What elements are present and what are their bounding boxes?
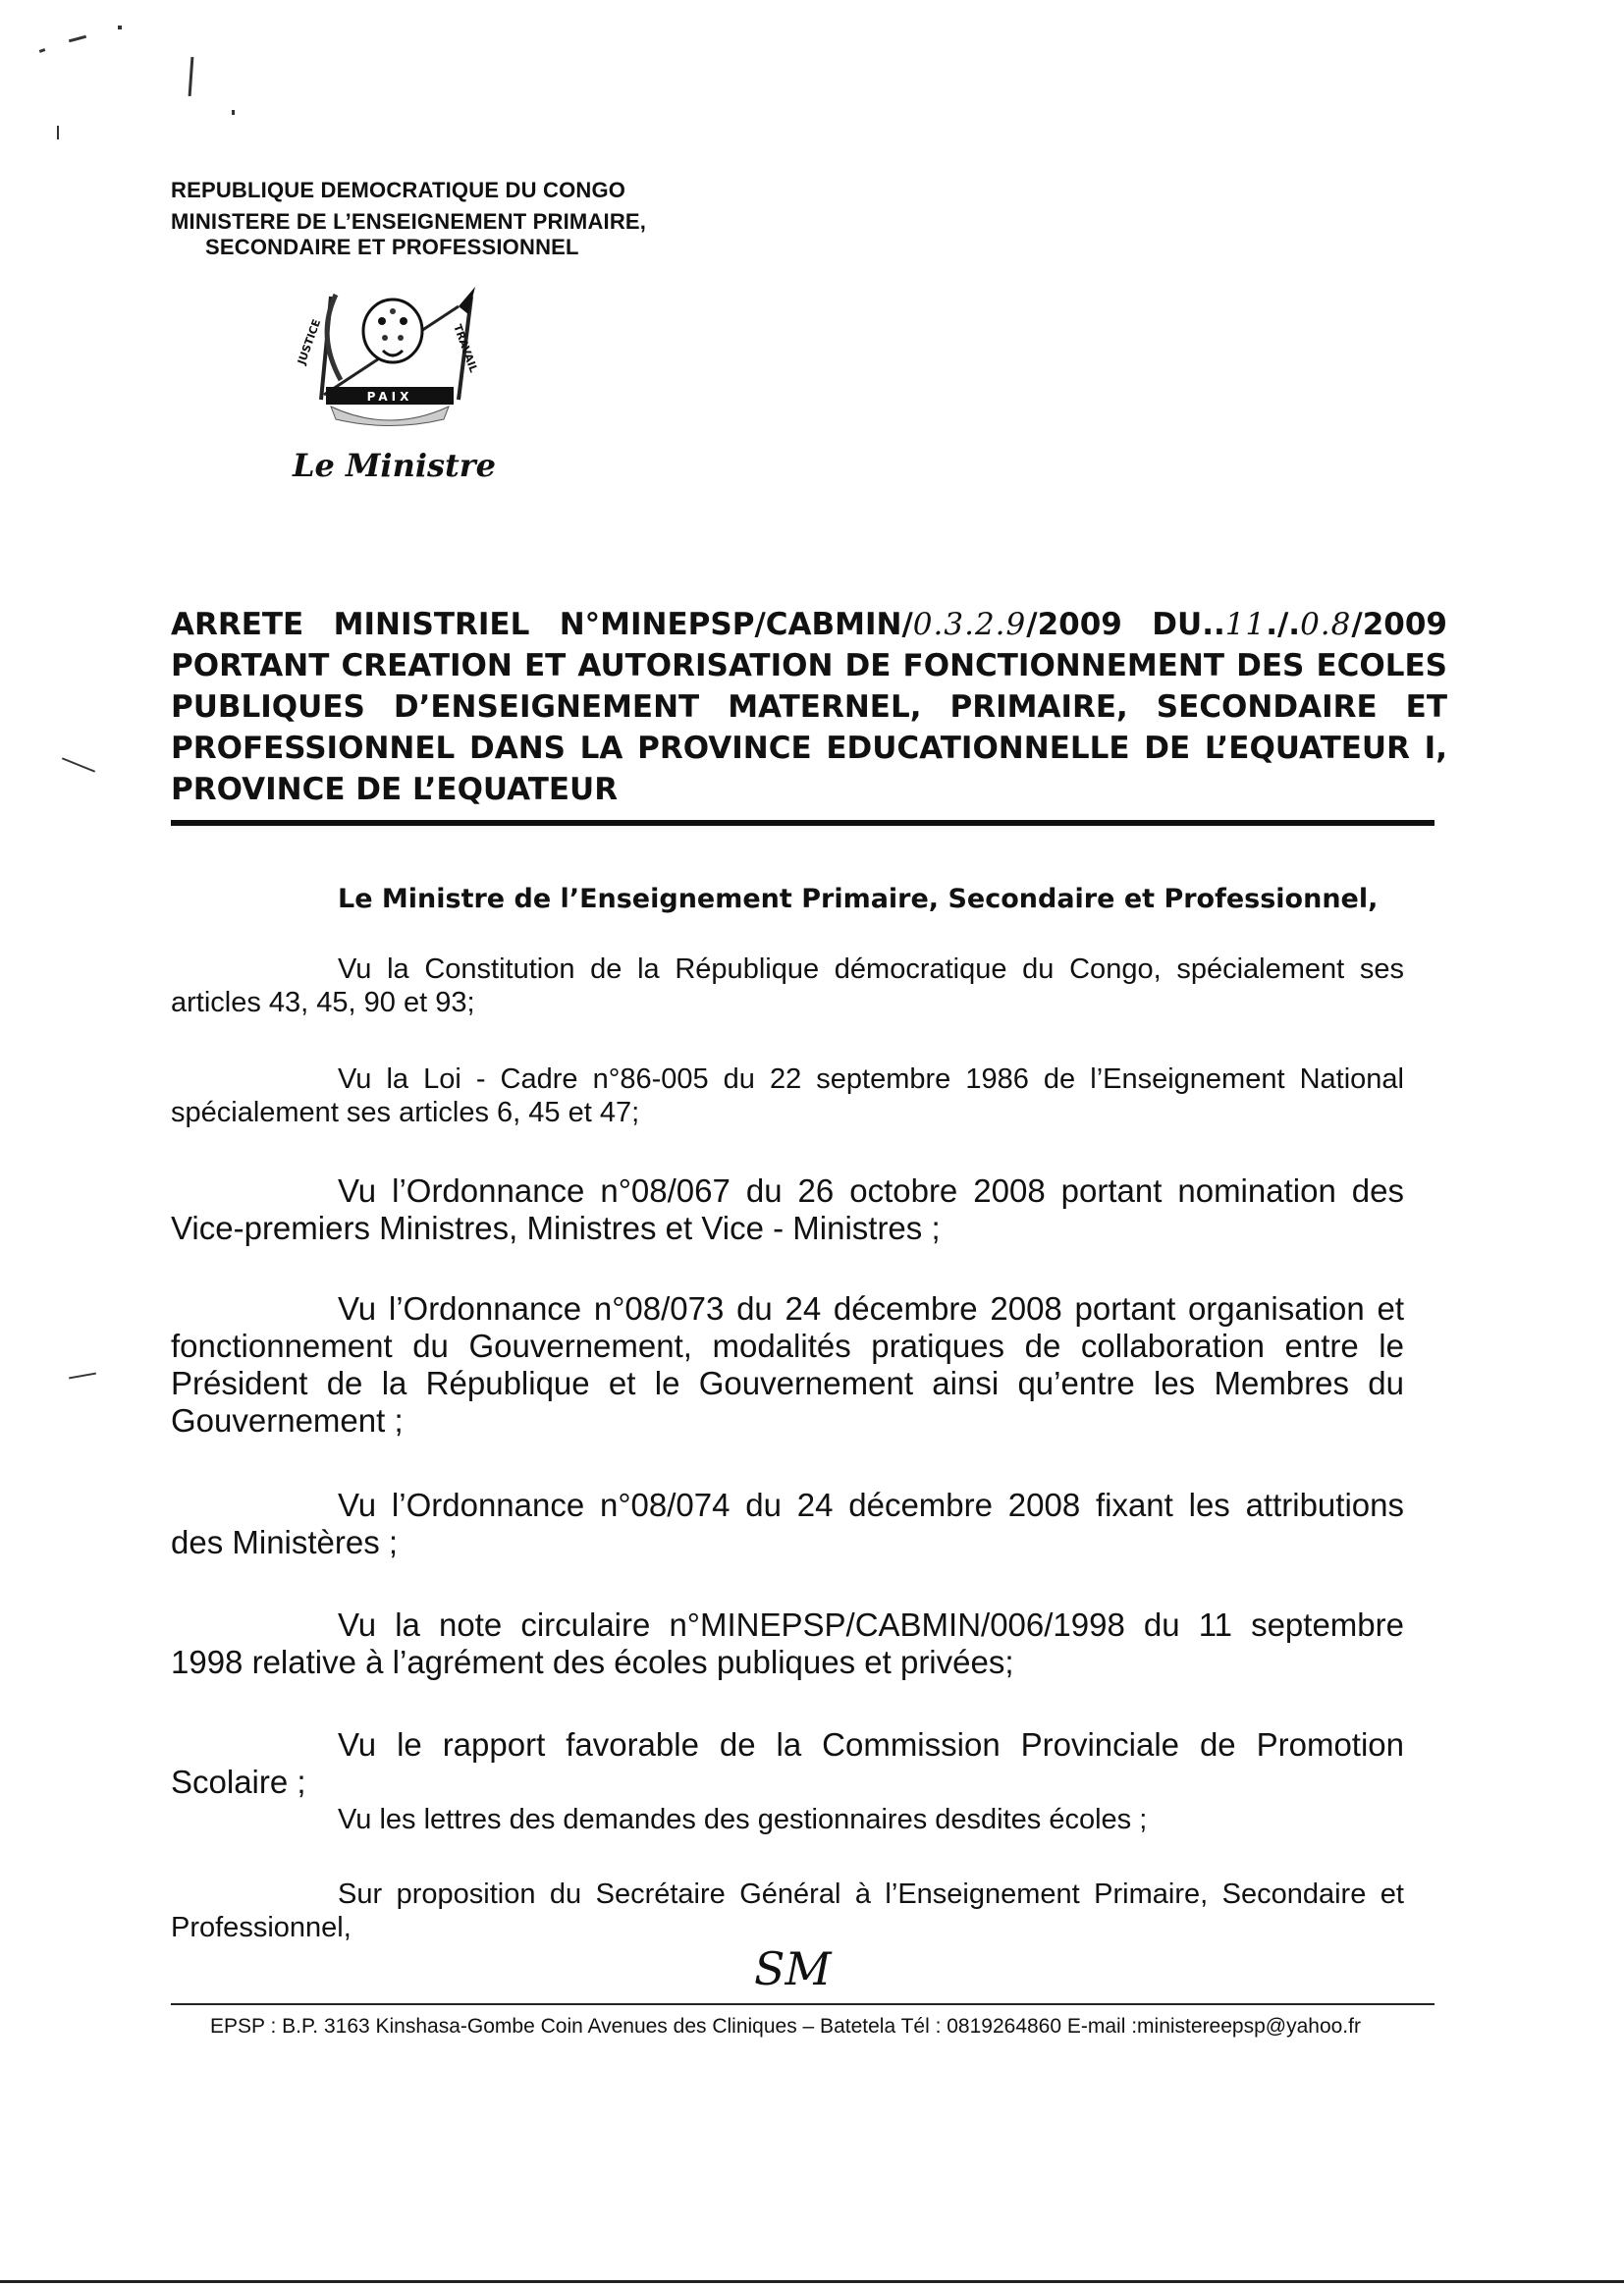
header-ministry-cont: SECONDAIRE ET PROFESSIONNEL — [205, 235, 579, 259]
decree-title — [171, 604, 1447, 810]
paragraph: Vu le rapport favorable de la Commission Provinciale de Promotion Scolaire ; — [171, 1726, 1404, 1800]
paragraph: Vu la Loi - Cadre n°86-005 du 22 septembre 1986 de l’Enseignement National spécialement ses articles 6, 45 et 47; — [171, 1063, 1404, 1128]
paragraph: Vu la note circulaire n°MINEPSP/CABMIN/006/1998 du 11 septembre 1998 relative à l’agrément des écoles publiques et privées; — [171, 1606, 1404, 1680]
scan-mark — [57, 126, 59, 139]
header-country: REPUBLIQUE DEMOCRATIQUE DU CONGO — [171, 178, 626, 202]
motto-right: TRAVAIL — [451, 322, 480, 375]
scan-mark — [69, 1373, 96, 1380]
title-divider — [171, 820, 1435, 826]
title-line-5: PROVINCE DE L’EQUATEUR — [171, 772, 619, 807]
scan-mark — [118, 26, 122, 29]
footer-contact: EPSP : B.P. 3163 Kinshasa-Gombe Coin Avenues des Cliniques – Batetela Tél : 0819264860 E-mail :ministereepsp@yahoo.fr — [210, 2015, 1361, 2038]
footer-divider — [171, 2003, 1435, 2005]
paragraph: Vu la Constitution de la République démocratique du Congo, spécialement ses articles 43, 45, 90 et 93; — [171, 953, 1404, 1018]
decree-month-handwritten: 0.8 — [1300, 607, 1352, 642]
title-line-1: ARRETE MINISTRIEL N°MINEPSP/CABMIN/0.3.2.9/2009 DU..11./.0.8/2009 — [171, 607, 1447, 642]
motto-bottom: PAIX — [366, 390, 413, 404]
title-line-4: PROFESSIONNEL DANS LA PROVINCE EDUCATIONNELLE DE L’EQUATEUR I, — [171, 731, 1447, 766]
initials-handwritten: SM — [754, 1942, 832, 1995]
scan-mark — [189, 57, 194, 96]
paragraph: Sur proposition du Secrétaire Général à l’Enseignement Primaire, Secondaire et Professionnel, — [171, 1879, 1404, 1943]
motto-left: JUSTICE — [295, 317, 324, 367]
paragraph: Vu l’Ordonnance n°08/067 du 26 octobre 2008 portant nomination des Vice-premiers Ministres, Ministres et Vice - Ministres ; — [171, 1172, 1404, 1246]
paragraph: Vu les lettres des demandes des gestionnaires desdites écoles ; — [338, 1804, 1148, 1835]
scan-mark — [39, 48, 46, 53]
title-line-3: PUBLIQUES D’ENSEIGNEMENT MATERNEL, PRIMAIRE, SECONDAIRE ET — [171, 689, 1447, 725]
paragraph: Vu l’Ordonnance n°08/073 du 24 décembre 2008 portant organisation et fonctionnement du Gouvernement, modalités pratiques de collaboration entre le Président de la République et le Gouvernement ainsi qu’entre les Membres du Gouvernement ; — [171, 1290, 1404, 1439]
scan-mark — [69, 35, 86, 43]
coat-of-arms-icon — [287, 277, 493, 434]
decree-day-handwritten: 11 — [1224, 607, 1267, 642]
scan-edge — [0, 2280, 1624, 2283]
scan-mark — [62, 757, 95, 772]
header-ministry: MINISTERE DE L’ENSEIGNEMENT PRIMAIRE, — [171, 209, 647, 234]
title-line-2: PORTANT CREATION ET AUTORISATION DE FONCTIONNEMENT DES ECOLES — [171, 648, 1447, 683]
decree-number-handwritten: 0.3.2.9 — [912, 607, 1027, 642]
paragraph: Vu l’Ordonnance n°08/074 du 24 décembre 2008 fixant les attributions des Ministères ; — [171, 1487, 1404, 1560]
scan-mark — [232, 110, 235, 115]
signature-title: Le Ministre — [293, 447, 497, 484]
preamble: Le Ministre de l’Enseignement Primaire, Secondaire et Professionnel, — [338, 884, 1379, 914]
